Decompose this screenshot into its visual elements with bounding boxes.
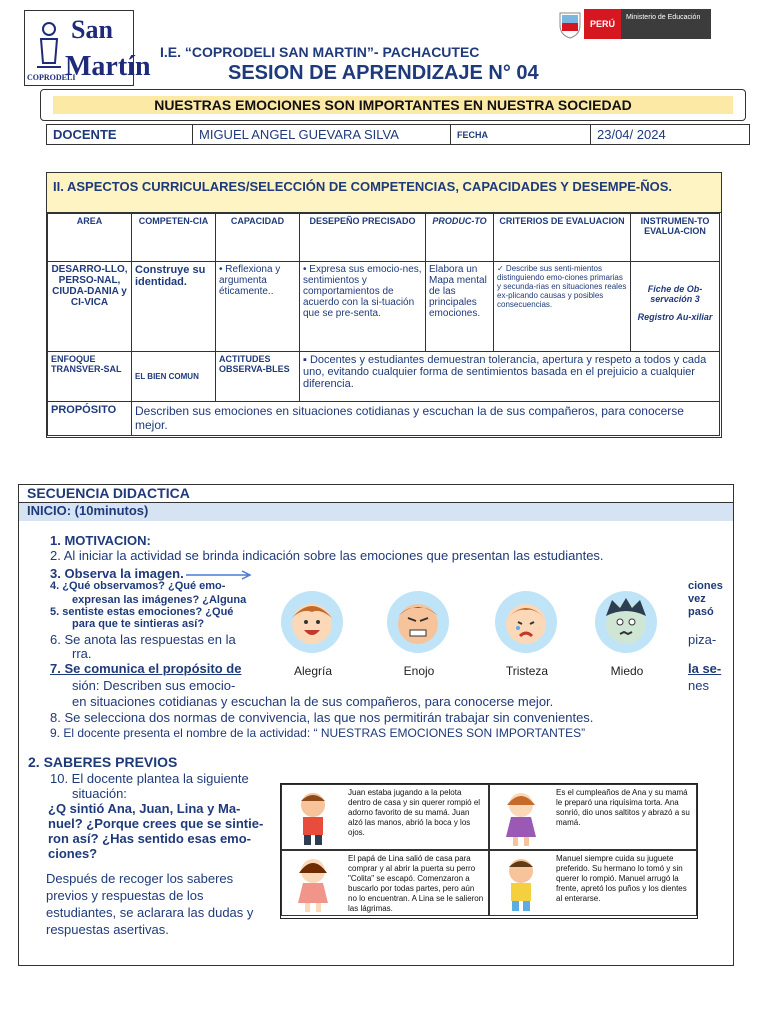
teacher-table [46, 124, 750, 145]
happy-face-icon [280, 590, 344, 654]
girl-crying-icon [288, 855, 338, 913]
item-5b: para que te sintieras así? [72, 618, 205, 630]
story-grid [280, 783, 698, 919]
actitudes-value: ▪ Docentes y estudiantes demuestran tolerancia, apertura y respeto a todos y cada uno, evitando cualquier forma de sentimientos basada en el prejuicio a cualquier diferencia. [300, 352, 720, 402]
girl-happy-icon [496, 789, 546, 847]
sad-face-icon [494, 590, 558, 654]
right-frag-1: ciones [688, 580, 723, 592]
logo-martin: Martín [65, 51, 151, 82]
header-capacidad: CAPACIDAD [216, 214, 300, 262]
curricular-section [46, 172, 722, 438]
item-7: 7. Se comunica el propósito de [50, 661, 242, 676]
criterios-value: ✓ Describe sus senti-mientos distinguiendo emo-ciones primarias y secunda-rias en situaciones reales ex-plicando causas y posibles consecuencias. [494, 262, 631, 352]
inicio-bar: INICIO: (10minutos) [19, 503, 733, 521]
story-text: Juan estaba jugando a la pelota dentro de casa y sin querer rompió el adorno favorito de su mamá. Juan alzó las manos, abrió la boca y los ojos. [348, 788, 481, 837]
emotion-label: Miedo [610, 664, 644, 678]
right-frag-5: la se- [688, 661, 722, 676]
school-figure-icon [33, 19, 65, 69]
right-frag-6: nes [688, 678, 709, 693]
angry-face-icon [386, 590, 450, 654]
story-text: El papá de Lina salió de casa para comprar y al abrir la puerta su perro "Colita" se escapó. Comenzaron a buscarlo por todas partes, pero aún no lo encuentran. A Lina se le salieron las lágrimas. [348, 854, 484, 913]
header-area: AREA [48, 214, 132, 262]
header-competencia: COMPETEN-CIA [132, 214, 216, 262]
producto-value: Elabora un Mapa mental de las principales emociones. [426, 262, 494, 352]
national-shield-icon [556, 9, 584, 39]
emotion-label: Alegría [293, 664, 333, 678]
instrumento-2: Registro Au-xiliar [637, 312, 713, 322]
item-7b: sión: Describen sus emocio- [72, 678, 236, 693]
ministry-logo [556, 8, 712, 40]
peru-label: PERÚ [584, 9, 621, 39]
item-6b: rra. [72, 646, 92, 661]
item-3: 3. Observa la imagen. [50, 566, 184, 581]
item-6: 6. Se anota las respuestas en la [50, 632, 236, 647]
item-10: 10. El docente plantea la siguiente [50, 771, 249, 786]
proposito-value: Describen sus emociones en situaciones cotidianas y escuchan la de sus compañeros, para conocerse mejor. [132, 402, 720, 436]
curricular-table [47, 213, 720, 436]
header-producto: PRODUC-TO [426, 214, 494, 262]
header-criterios: CRITERIOS DE EVALUACION [494, 214, 631, 262]
story-card [281, 784, 489, 850]
enfoque-label: ENFOQUE TRANSVER-SAL [48, 352, 132, 402]
sequence-title: SECUENCIA DIDACTICA [19, 485, 733, 503]
right-frag-2: vez [688, 593, 706, 605]
desempeno-value: • Expresa sus emocio-nes, sentimientos y comportamientos de acuerdo con la si-tuación que se pre-senta. [300, 262, 426, 352]
competencia-value: Construye su identidad. [132, 262, 216, 352]
scared-face-icon [594, 590, 658, 654]
boy-angry-icon [496, 855, 546, 913]
item-9: 9. El docente presenta el nombre de la actividad: “ NUESTRAS EMOCIONES SON IMPORTANTES” [50, 726, 586, 740]
item-10b: situación: [72, 786, 127, 801]
instrumento-1: Fiche de Ob-servación 3 [647, 284, 703, 304]
story-card [281, 850, 489, 916]
header-desempeno: DESEPEÑO PRECISADO [300, 214, 426, 262]
activity-title: NUESTRAS EMOCIONES SON IMPORTANTES EN NUESTRA SOCIEDAD [53, 96, 733, 114]
right-frag-4: piza- [688, 632, 717, 647]
teacher-name: MIGUEL ANGEL GUEVARA SILVA [193, 125, 451, 145]
story-card [489, 850, 697, 916]
session-title: SESION DE APRENDIZAJE N° 04 [228, 62, 539, 84]
right-frag-3: pasó [688, 606, 714, 618]
curricular-heading: II. ASPECTOS CURRICULARES/SELECCIÓN DE COMPETENCIAS, CAPACIDADES Y DESEMPE-ÑOS. [47, 173, 721, 213]
teacher-label: DOCENTE [47, 125, 193, 145]
enfoque-value: EL BIEN COMUN [132, 352, 216, 402]
story-text: Manuel siempre cuida su juguete preferido. Su hermano lo tomó y sin querer lo rompió. Manuel arrugó la frente, apretó los puños y los dientes al enterarse. [556, 854, 687, 903]
story-card [489, 784, 697, 850]
item-5: 5. sentiste estas emociones? ¿Qué [50, 606, 234, 618]
item-4: 4. ¿Qué observamos? ¿Qué emo- [50, 580, 226, 592]
item-8: 8. Se selecciona dos normas de convivencia, las que nos permitirán trabajar sin convenientes. [50, 710, 594, 725]
capacidad-value: • Reflexiona y argumenta éticamente.. [216, 262, 300, 352]
story-text: Es el cumpleaños de Ana y su mamá le preparó una riquísima torta. Ana sonrió, dio unos saltitos y abrazó a su mamá. [556, 788, 690, 827]
emotion-label: Tristeza [505, 664, 549, 678]
date-value: 23/04/ 2024 [591, 125, 750, 145]
emotion-label: Enojo [403, 664, 435, 678]
emotion-faces [278, 590, 688, 682]
instrumento-cell [631, 262, 720, 352]
item-motivacion: 1. MOTIVACION: [50, 533, 151, 548]
ministry-label: Ministerio de Educación [621, 9, 711, 39]
prior-questions: ¿Q sintió Ana, Juan, Lina y Ma-nuel? ¿Porque crees que se sintie-ron así? ¿Has sentido esas emo-ciones? [48, 801, 264, 861]
item-4b: expresan las imágenes? ¿Alguna [72, 594, 247, 606]
date-label: FECHA [451, 125, 591, 145]
saberes-title: 2. SABERES PREVIOS [28, 754, 178, 770]
school-name: I.E. “COPRODELI SAN MARTIN”- PACHACUTEC [160, 44, 480, 60]
logo-coprodeli: COPRODELI [27, 73, 76, 82]
item-2: 2. Al iniciar la actividad se brinda indicación sobre las emociones que presentan las estudiantes. [50, 548, 604, 563]
after-text: Después de recoger los saberes previos y respuestas de los estudiantes, se aclarara las dudas y respuestas asertivas. [46, 871, 254, 937]
activity-title-box [40, 89, 746, 121]
school-logo [24, 10, 151, 86]
arrow-icon [186, 570, 256, 580]
item-7c: en situaciones cotidianas y escuchan la de sus compañeros, para conocerse mejor. [72, 694, 554, 709]
proposito-label: PROPÓSITO [48, 402, 132, 436]
logo-san: San [71, 15, 113, 44]
boy-surprised-icon [288, 789, 338, 847]
area-value: DESARRO-LLO, PERSO-NAL, CIUDA-DANIA y CI-VICA [48, 262, 132, 352]
actitudes-label: ACTITUDES OBSERVA-BLES [216, 352, 300, 402]
header-instrumento: INSTRUMEN-TO EVALUA-CION [631, 214, 720, 262]
